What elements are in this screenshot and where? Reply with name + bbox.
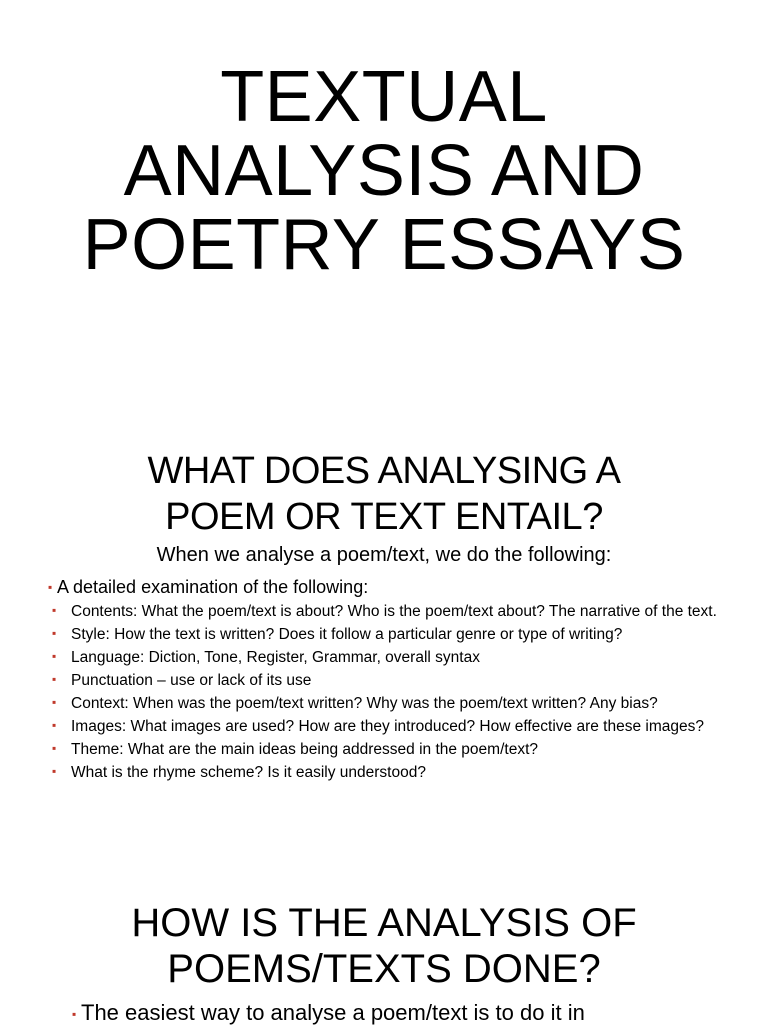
list-item: [52, 624, 742, 644]
list-item: [52, 601, 742, 621]
main-title: [0, 57, 768, 285]
sub-bullet-list: [52, 601, 742, 785]
list-item-text: Language: Diction, Tone, Register, Grammar, overall syntax: [71, 649, 480, 666]
bullet-marker-icon: ▪: [52, 764, 57, 778]
list-item-text: Punctuation – use or lack of its use: [71, 672, 312, 689]
bullet-marker-icon: ▪: [52, 718, 57, 732]
slide-heading-line: POEMS/TEXTS DONE?: [167, 947, 601, 991]
list-item: [52, 739, 742, 759]
list-item-text: Theme: What are the main ideas being addressed in the poem/text?: [71, 741, 538, 758]
list-item-text: Images: What images are used? How are they introduced? How effective are these images?: [71, 718, 704, 735]
slide-heading: [0, 900, 768, 992]
slide-heading-line: WHAT DOES ANALYSING A: [147, 450, 621, 492]
slide-heading-line: POEM OR TEXT ENTAIL?: [165, 496, 603, 538]
list-item-text: What is the rhyme scheme? Is it easily understood?: [71, 764, 426, 781]
list-item-text: Context: When was the poem/text written? Why was the poem/text written? Any bias?: [71, 695, 658, 712]
bullet-marker-icon: ▪: [52, 695, 57, 709]
list-item: [52, 670, 742, 690]
list-item: [52, 716, 742, 736]
bullet-marker-icon: ▪: [52, 603, 57, 617]
bullet-text: The easiest way to analyse a poem/text is to do it in: [81, 1000, 585, 1025]
main-title-line: POETRY ESSAYS: [82, 205, 686, 285]
main-title-line: ANALYSIS AND: [123, 131, 645, 211]
slide-heading-line: HOW IS THE ANALYSIS OF: [131, 901, 637, 945]
main-title-line: TEXTUAL: [220, 57, 548, 137]
list-item: [52, 693, 742, 713]
bullet-item: [72, 1000, 585, 1027]
bullet-item: [48, 577, 368, 597]
bullet-marker-icon: ▪: [52, 649, 57, 663]
bullet-marker-icon: ▪: [48, 580, 53, 594]
title-slide: [0, 0, 768, 400]
list-item: [52, 647, 742, 667]
bullet-marker-icon: ▪: [52, 672, 57, 686]
bullet-marker-icon: ▪: [72, 1007, 77, 1021]
bullet-marker-icon: ▪: [52, 741, 57, 755]
intro-text: When we analyse a poem/text, we do the following:: [156, 544, 612, 566]
list-item-text: Style: How the text is written? Does it follow a particular genre or type of writing?: [71, 626, 623, 643]
list-item: [52, 762, 742, 782]
content-slide: [0, 440, 768, 860]
third-slide: [0, 880, 768, 1024]
bullet-text: A detailed examination of the following:: [57, 577, 369, 597]
slide-heading: [0, 448, 768, 540]
bullet-marker-icon: ▪: [52, 626, 57, 640]
list-item-text: Contents: What the poem/text is about? Who is the poem/text about? The narrative of the text.: [71, 603, 717, 620]
